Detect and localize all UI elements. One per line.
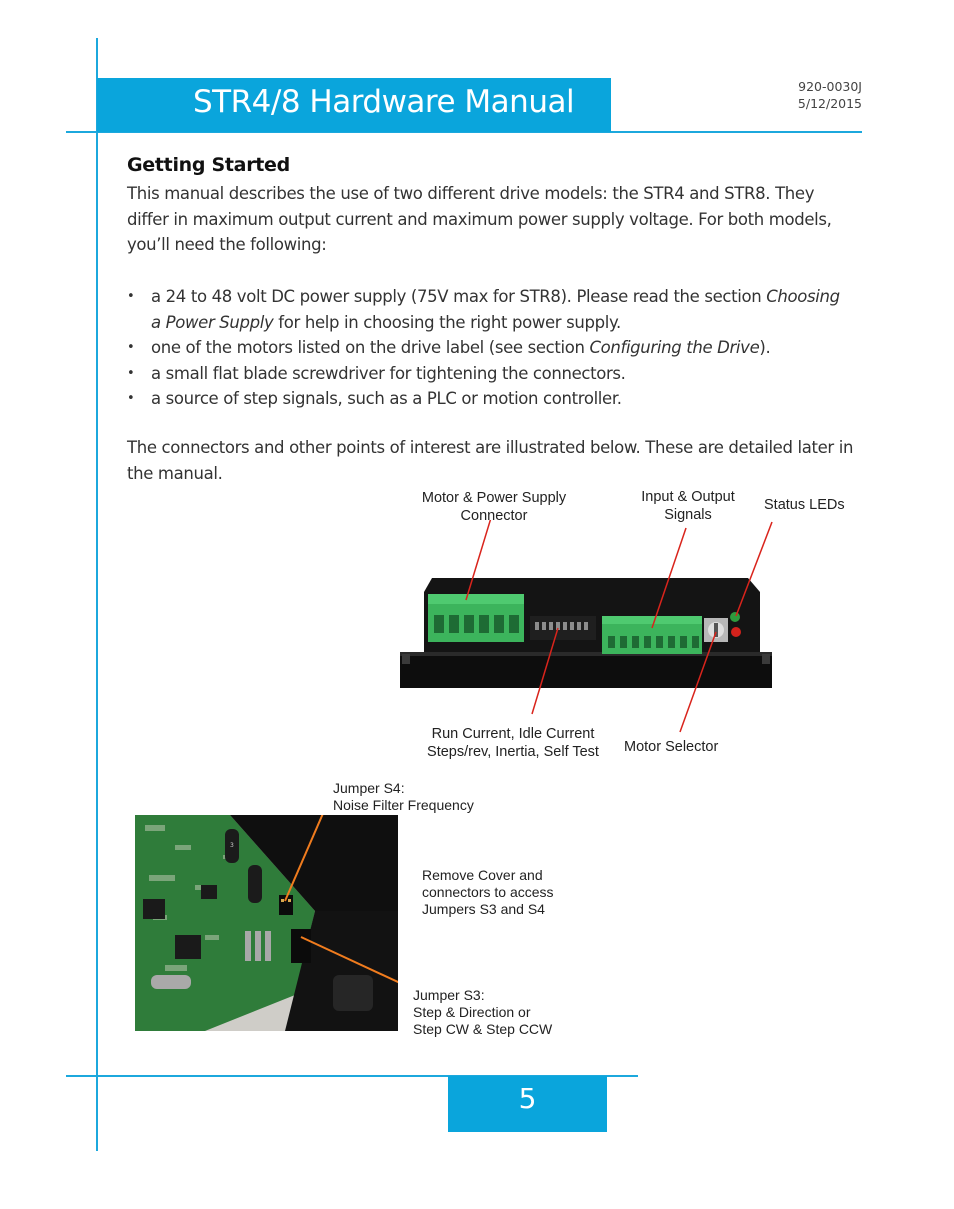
label-run-current: Run Current, Idle Current Steps/rev, Inertia, Self Test xyxy=(427,726,599,760)
intro-paragraph: This manual describes the use of two different drive models: the STR4 and STR8. They differ in maximum output current and maximum power supply voltage. For both models, you’ll need the following: xyxy=(127,184,832,254)
label-status-leds: Status LEDs xyxy=(764,497,845,513)
bullet-icon: • xyxy=(127,391,135,406)
label-io-signals: Input & Output Signals xyxy=(641,489,735,523)
bullet-icon: • xyxy=(127,289,135,304)
left-margin-rule xyxy=(96,38,98,1151)
svg-text:3: 3 xyxy=(230,842,234,849)
outro-paragraph: The connectors and other points of interest are illustrated below. These are detailed later in the manual. xyxy=(127,438,854,483)
list-item: • a small flat blade screwdriver for tightening the connectors. xyxy=(127,361,847,387)
drive-front-illustration xyxy=(390,520,790,740)
document-date: 5/12/2015 xyxy=(797,96,862,111)
bullet-icon: • xyxy=(127,340,135,355)
label-motor-selector: Motor Selector xyxy=(624,739,719,755)
document-meta xyxy=(798,78,862,112)
document-number: 920-0030J xyxy=(798,79,862,94)
requirements-list xyxy=(127,284,847,412)
label-jumper-s3: Jumper S3: Step & Direction or Step CW & Step CCW xyxy=(413,987,553,1037)
label-remove-cover: Remove Cover and connectors to access Jumpers S3 and S4 xyxy=(422,867,554,917)
label-jumper-s4: Jumper S4: Noise Filter Frequency xyxy=(333,780,474,813)
page-title: STR4/8 Hardware Manual xyxy=(193,84,575,120)
title-banner xyxy=(97,78,611,132)
section-heading: Getting Started xyxy=(127,154,290,176)
bullet-icon: • xyxy=(127,365,135,381)
page-number: 5 xyxy=(448,1076,607,1132)
list-item: • one of the motors listed on the drive label (see section Configuring the Drive). xyxy=(127,335,847,361)
list-item: • a 24 to 48 volt DC power supply (75V max for STR8). Please read the section Choosing a Power Supply for help in choosing the right power supply. xyxy=(127,284,847,335)
board-closeup-illustration xyxy=(135,815,398,1031)
label-motor-power-connector: Motor & Power Supply Connector xyxy=(421,490,567,524)
list-item: • a source of step signals, such as a PLC or motion controller. xyxy=(127,386,847,412)
